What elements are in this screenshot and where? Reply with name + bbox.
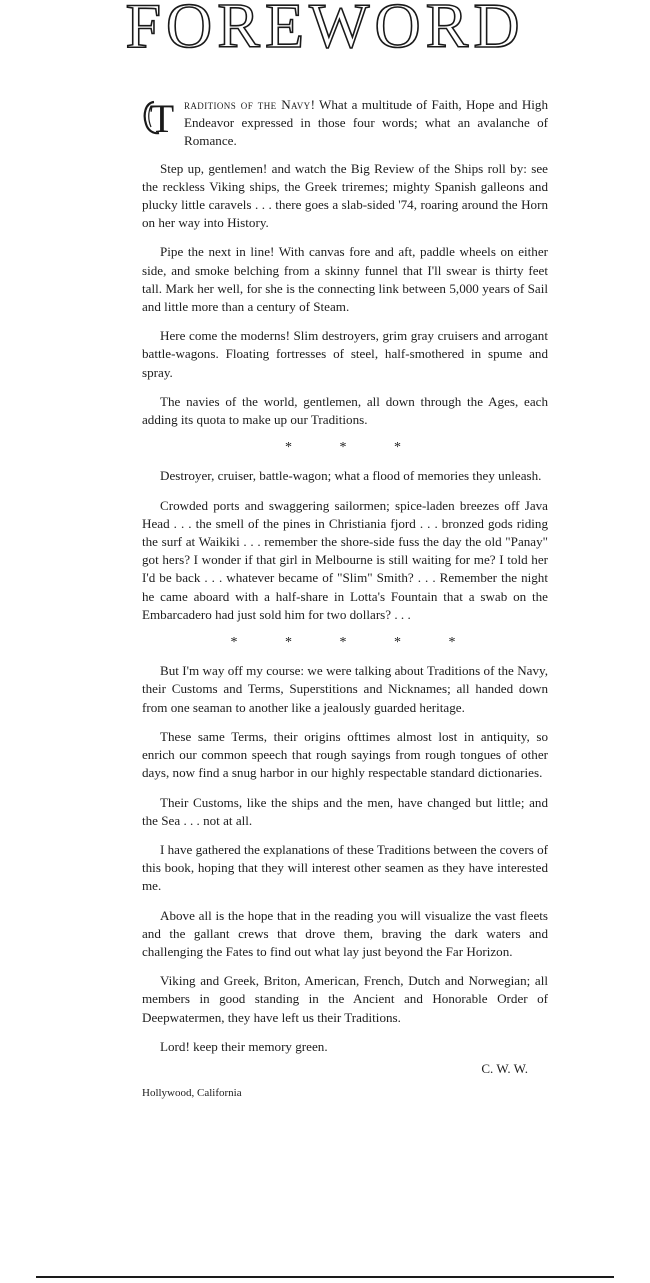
- paragraph-13: Viking and Greek, Briton, American, French, Dutch and Norwegian; all members in good standing in the Ancient and Honorable Order of Deepwatermen, they have left us their Traditions.: [142, 973, 548, 1025]
- paragraph-1-lead: raditions of the Navy: [184, 97, 311, 112]
- paragraph-12: Above all is the hope that in the reading you will visualize the vast fleets and the gallant crews that drove them, braving the dark waters and challenging the Fates to find out what lay just beyond the Far Horizon.: [142, 907, 548, 959]
- section-divider-stars: * * *: [285, 440, 423, 456]
- section-divider-stars: * * * * *: [230, 635, 478, 651]
- drop-cap-ornament: [142, 98, 176, 136]
- paragraph-10: Their Customs, like the ships and the men, have changed but little; and the Sea . . . not at all.: [142, 794, 548, 828]
- foreword-body: [142, 96, 548, 1102]
- paragraph-1: [142, 96, 548, 151]
- drop-cap-letter: T: [149, 98, 175, 136]
- paragraph-4: Here come the moderns! Slim destroyers, grim gray cruisers and arrogant battle-wagons. Floating fortresses of steel, half-smothered in spume and spray.: [142, 328, 548, 380]
- signature: C. W. W.: [481, 1060, 528, 1076]
- paragraph-14: Lord! keep their memory green.: [160, 1038, 328, 1054]
- page-title: FOREWORD: [125, 0, 525, 61]
- paragraph-1-text: ! What a multitude of Faith, Hope and High Endeavor expressed in those four words; what an avalanche of Romance.: [184, 97, 549, 149]
- paragraph-8: But I'm way off my course: we were talking about Traditions of the Navy, their Customs and Terms, Superstitions and Nicknames; all handed down from one seaman to another like a jealously guarded heritage.: [142, 663, 548, 715]
- paragraph-3: Pipe the next in line! With canvas fore and aft, paddle wheels on either side, and smoke belching from a skinny funnel that I'll swear is thirty feet tall. Mark her well, for she is the connecting link between 5,000 years of Sail and little more than a century of Steam.: [142, 244, 548, 315]
- paragraph-7: Crowded ports and swaggering sailormen; spice-laden breezes off Java Head . . . the smell of the pines in Christiania fjord . . . bronzed gods riding the surf at Waikiki . . . remember the shore-side fuss the day the old "Panay" got hers? I wonder if that girl in Melbourne is still waiting for me? I told her I'd be back . . . whatever became of "Slim" Smith? . . . Remember the night he came aboard with a half-share in Lotta's Fountain that a swab on the Embarcadero had just sold him for two dollars? . . .: [142, 497, 548, 622]
- paragraph-9: These same Terms, their origins ofttimes almost lost in antiquity, so enrich our common speech that rough sayings from rough tongues of other days, now find a snug harbor in our highly respectable standard dictionaries.: [142, 728, 548, 781]
- bottom-rule: [36, 1276, 614, 1278]
- paragraph-6: Destroyer, cruiser, battle-wagon; what a flood of memories they unleash.: [160, 468, 542, 484]
- paragraph-5: The navies of the world, gentlemen, all down through the Ages, each adding its quota to make up our Traditions.: [142, 393, 548, 428]
- place-line: Hollywood, California: [142, 1087, 242, 1100]
- paragraph-2: Step up, gentlemen! and watch the Big Review of the Ships roll by: see the reckless Viking ships, the Greek triremes; mighty Spanish galleons and plucky little caravels . . . there goes a slab-sided '74, roaring around the Horn on her way into History.: [142, 160, 548, 231]
- paragraph-11: I have gathered the explanations of these Traditions between the covers of this book, hoping that they will interest other seamen as they have interested me.: [142, 841, 548, 894]
